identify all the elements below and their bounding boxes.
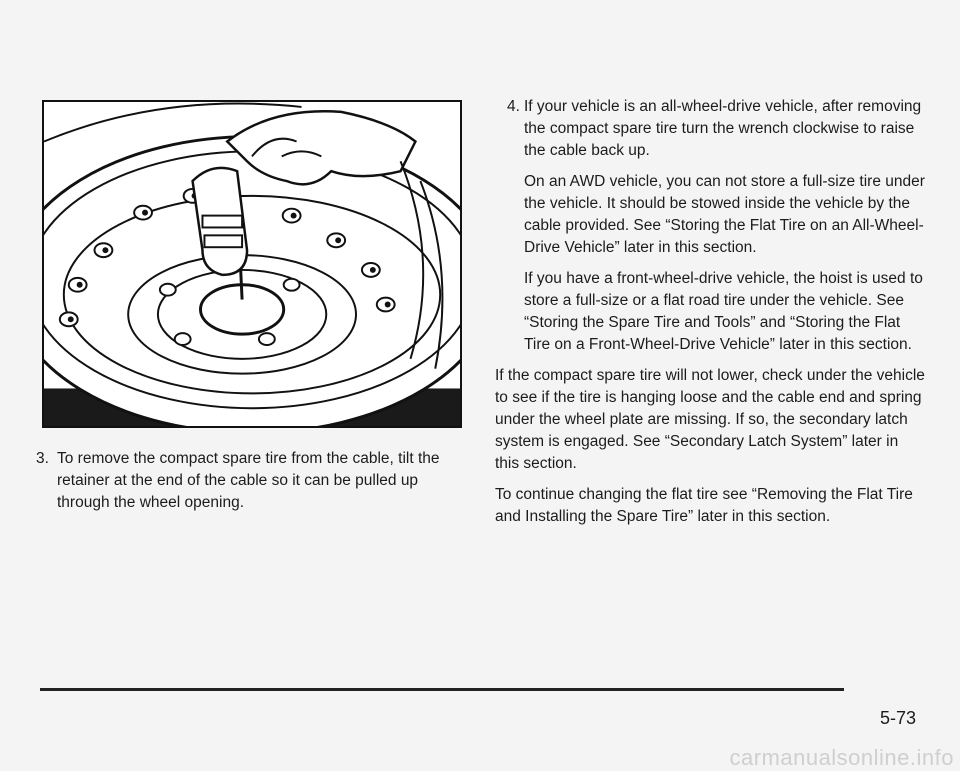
- spare-tire-cable-illustration: [42, 100, 462, 428]
- step-3: [36, 448, 464, 514]
- step-3-text: To remove the compact spare tire from the cable, tilt the retainer at the end of the cable so it can be pulled up through the wheel opening.: [57, 450, 440, 511]
- spare-not-lowering-paragraph: If the compact spare tire will not lower, check under the vehicle to see if the tire is hanging loose and the cable end and spring under the wheel plate are missing. If so, the secondary latch system is engaged. See “Secondary Latch System” later in this section.: [495, 367, 925, 472]
- step-4-number: 4.: [507, 98, 520, 115]
- watermark: carmanualsonline.info: [729, 745, 954, 770]
- awd-note: On an AWD vehicle, you can not store a full-size tire under the vehicle. It should be stowed inside the vehicle by the cable provided. See “Storing the Flat Tire on an All-Wheel-Drive Vehicle” later in this section.: [524, 173, 925, 256]
- footer-rule: [40, 688, 844, 691]
- step-3-number: 3.: [36, 450, 49, 467]
- fwd-note: If you have a front-wheel-drive vehicle, the hoist is used to store a full-size or a flat road tire under the vehicle. See “Storing the Spare Tire and Tools” and “Storing the Flat Tire on a Front-Wheel-Drive Vehicle” later in this section.: [524, 270, 923, 353]
- step-4: [507, 96, 925, 356]
- page-number: 5-73: [880, 708, 917, 728]
- step-4-text: If your vehicle is an all-wheel-drive vehicle, after removing the compact spare tire turn the wrench clockwise to raise the cable back up.: [524, 98, 922, 159]
- continue-changing-paragraph: To continue changing the flat tire see “Removing the Flat Tire and Installing the Spare Tire” later in this section.: [495, 486, 913, 525]
- right-column: [495, 96, 925, 528]
